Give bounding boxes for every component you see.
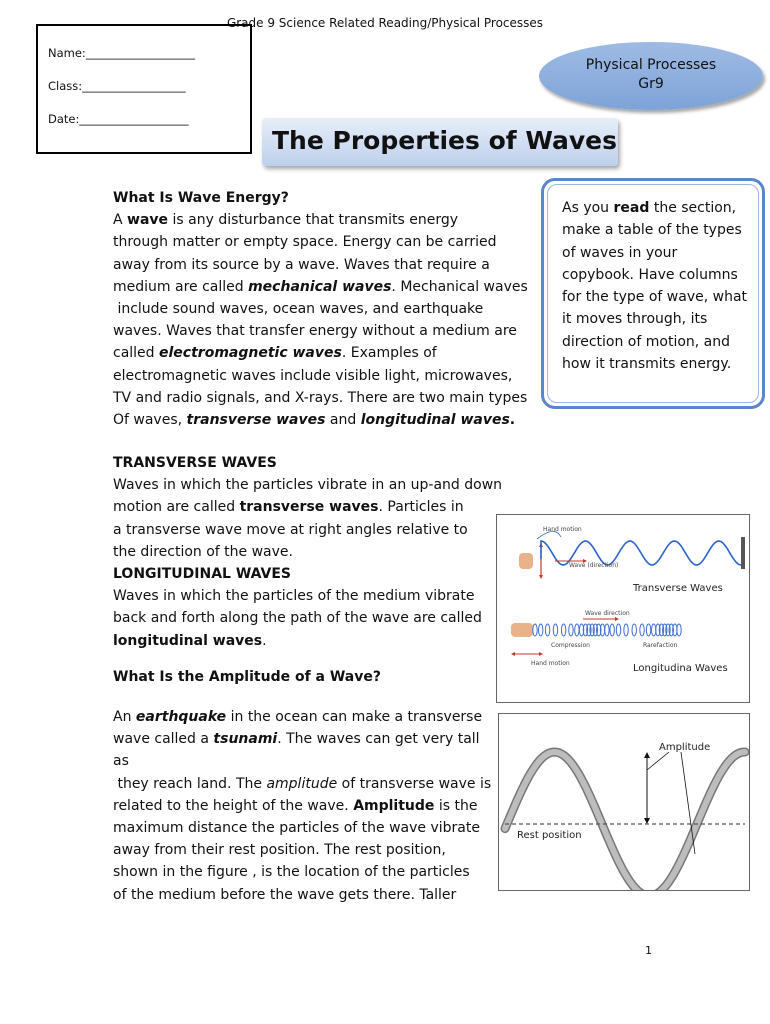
amplitude-heading-block [113,666,498,688]
amplitude-label: Amplitude [659,742,711,753]
svg-text:Wave direction: Wave direction [585,610,630,617]
spring-coil [533,624,681,636]
reading-tip-box: As you read the section, make a table of the types of waves in your copybook. Have columns for the type of wave, what it moves through, its direction of motion, and how it transmits energy. [541,178,765,409]
page-title: The Properties of Waves [262,118,618,166]
wave-types-section: TRANSVERSE WAVES Waves in which the particles vibrate in an up-and down motion are called transverse waves. Particles in a transverse wave move at right angles relative to the direction of the wave. LONGITUDINAL WAVES Waves in which the particles of the medium vibrate back and forth along the path of the wave are called longitudinal waves. [113,455,503,649]
badge-line-2: Gr9 [638,76,664,92]
amplitude-section: An earthquake in the ocean can make a transverse wave called a tsunami. The waves can get very tall as they reach land. The amplitude of transverse wave is related to the height of the wave. Amplitude is the maximum distance the particles of the wave vibrate away from their rest position. The rest position, shown in the figure , is the location of the particles of the medium before the wave gets there. Taller [113,709,492,903]
name-field: Name:___________________ [48,46,196,60]
svg-text:Rarefaction: Rarefaction [643,642,678,649]
amplitude-diagram [499,714,749,890]
section-heading: TRANSVERSE WAVES [113,455,277,471]
svg-text:Longitudina Waves: Longitudina Waves [633,663,728,674]
badge-line-1: Physical Processes [585,57,717,73]
subject-badge [539,42,763,110]
page-header: Grade 9 Science Related Reading/Physical Processes [226,16,544,30]
class-field: Class:__________________ [48,79,186,93]
hand-icon [519,553,533,569]
date-field: Date:___________________ [48,112,189,126]
wave-types-figure [496,514,750,703]
amplitude-figure [498,713,750,891]
svg-text:Hand motion: Hand motion [543,526,582,533]
student-info-box [36,24,252,154]
svg-text:Wave (direction): Wave (direction) [569,562,619,569]
rest-position-label: Rest position [517,830,582,841]
section-heading: LONGITUDINAL WAVES [113,566,292,583]
wave-energy-section: What Is Wave Energy? A wave is any disturbance that transmits energy through matter or empty space. Energy can be carried away from its source by a wave. Waves that require a medium are called mechanical waves. Mechanical waves include sound waves, ocean waves, and earthquake waves. Waves that transfer energy without a medium are called electromagnetic waves. Examples of electromagnetic waves include visible light, microwaves, TV and radio signals, and X-rays. There are two main types Of waves, transverse waves and longitudinal waves. [113,190,528,429]
page-number: 1 [645,944,652,957]
svg-text:Transverse Waves: Transverse Waves [633,583,723,594]
section-heading: What Is Wave Energy? [113,190,289,206]
section-heading: What Is the Amplitude of a Wave? [113,669,381,685]
svg-text:Hand motion: Hand motion [531,660,570,667]
wave-types-diagram [497,515,749,702]
svg-text:Compression: Compression [551,642,590,649]
